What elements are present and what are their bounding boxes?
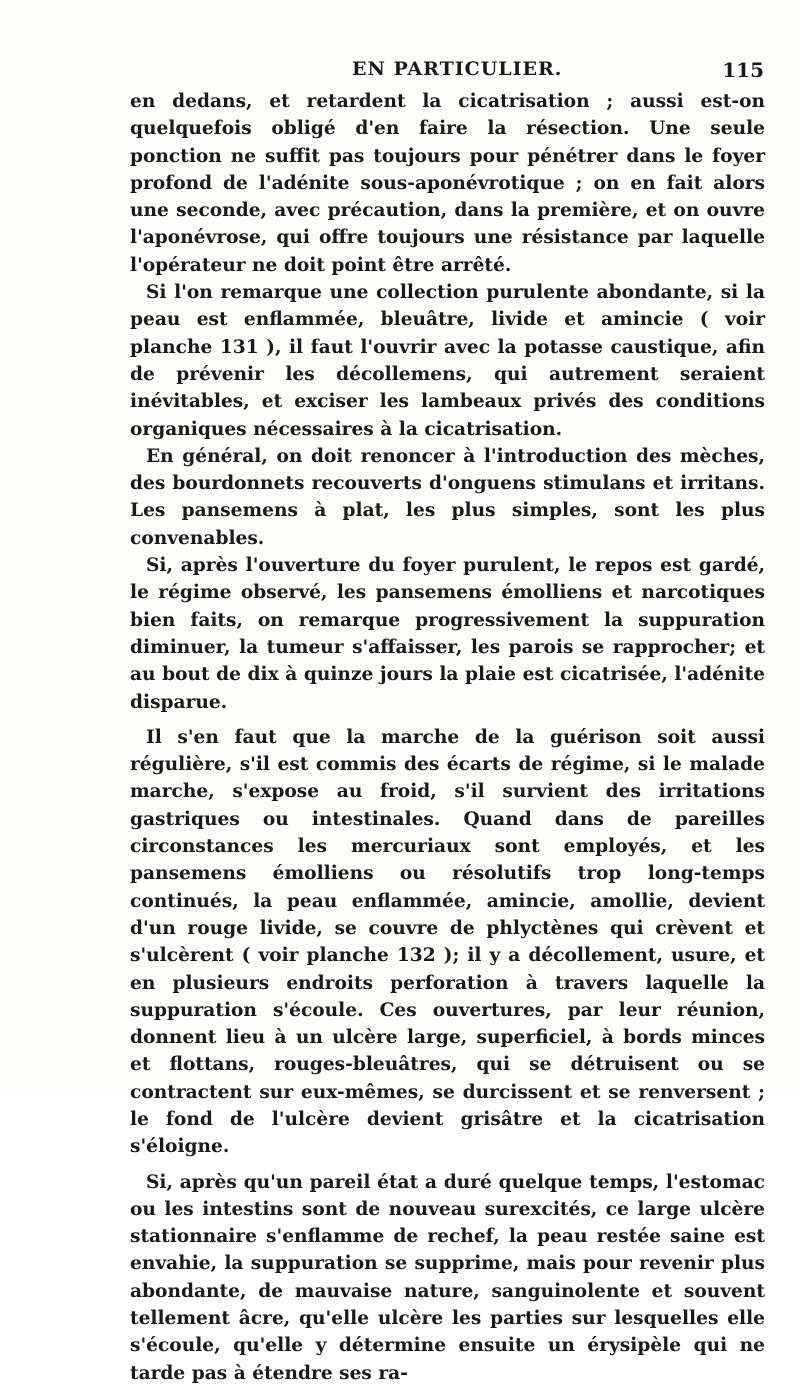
paragraph-marche-guerison: Il s'en faut que la marche de la guérison soit aussi régulière, s'il est commis des écarts de régime, si le malade marche, s'expose au froid, s'il survient des irritations gastriques ou intestinales. Quand dans de pareilles circonstances les mercuriaux sont employés, et les pansemens émolliens ou résolutifs trop long-temps continués, la peau enflammée, amincie, amollie, devient d'un rouge livide, se couvre de phlyctènes qui crèvent et s'ulcèrent ( voir planche 132 ); il y a décollement, usure, et en plusieurs endroits perforation à travers laquelle la suppuration s'écoule. Ces ouvertures, par leur réunion, donnent lieu à un ulcère large, superficiel, à bords minces et flottans, rouges-bleuâtres, qui se détruisent ou se contractent sur eux-mêmes, se durcissent et se renversent ; le fond de l'ulcère devient grisâtre et la cicatrisation s'éloigne.	[130, 726, 765, 1158]
running-head	[120, 58, 770, 86]
paragraph-surexcites: Si, après qu'un pareil état a duré quelque temps, l'estomac ou les intestins sont de nouveau surexcités, ce large ulcère stationnaire s'enflamme de rechef, la peau restée saine est envahie, la suppuration se supprime, mais pour revenir plus abondante, de mauvaise nature, sanguinolente et souvent tellement âcre, qu'elle ulcère les parties sur lesquelles elle s'écoule, qu'elle y détermine ensuite un érysipèle qui ne tarde pas à étendre ses ra-	[130, 1171, 765, 1384]
running-title: EN PARTICULIER.	[352, 58, 563, 80]
page-number: 115	[722, 58, 764, 82]
paragraph-apres-ouverture: Si, après l'ouverture du foyer purulent, le repos est gardé, le régime observé, les pansemens émolliens et narcotiques bien faits, on remarque progressivement la suppuration diminuer, la tumeur s'affaisser, les parois se rapprocher; et au bout de dix à quinze jours la plaie est cicatrisée, l'adénite disparue.	[130, 555, 765, 713]
paragraph-potasse: Si l'on remarque une collection purulente abondante, si la peau est enflammée, bleuâtre, livide et amincie ( voir planche 131 ), il faut l'ouvrir avec la potasse caustique, afin de prévenir les décollemens, qui autrement seraient inévitables, et exciser les lambeaux privés des conditions organiques nécessaires à la cicatrisation.	[130, 282, 765, 440]
paragraph-en-general: En général, on doit renoncer à l'introduction des mèches, des bourdonnets recouverts d'onguens stimulans et irritans. Les pansemens à plat, les plus simples, sont les plus convenables.	[130, 445, 765, 549]
paragraph-continuation: en dedans, et retardent la cicatrisation ; aussi est-on quelquefois obligé d'en faire la résection. Une seule ponction ne suffit pas toujours pour pénétrer dans le foyer profond de l'adénite sous-aponévrotique ; on en fait alors une seconde, avec précaution, dans la première, et on ouvre l'aponévrose, qui offre toujours une résistance par laquelle l'opérateur ne doit point être arrêté.	[130, 91, 765, 276]
body-text	[130, 88, 765, 1387]
